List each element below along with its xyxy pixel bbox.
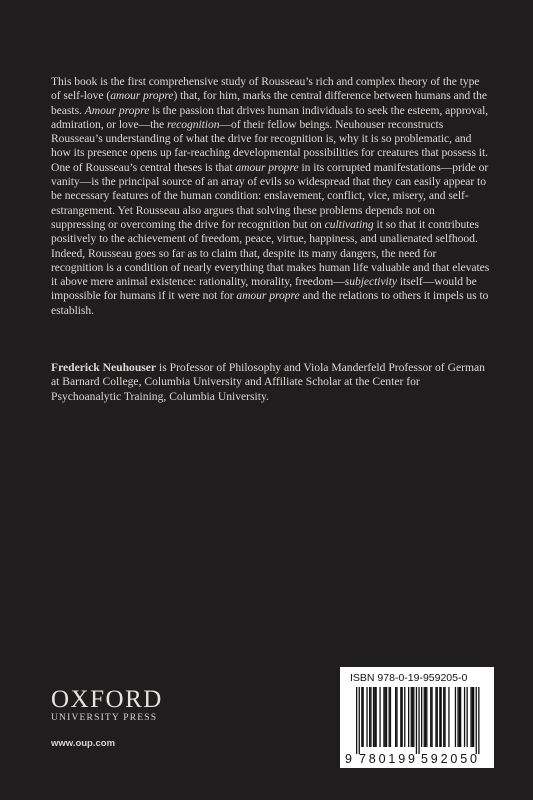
- barcode-bar: [426, 687, 427, 747]
- barcode-bar: [425, 687, 426, 747]
- barcode-left-digits: 780199: [359, 752, 415, 766]
- barcode-bar: [402, 687, 403, 747]
- barcode-bar: [416, 687, 417, 754]
- barcode-bar: [404, 687, 405, 747]
- description-text: itself—would be impossible for humans if it were not for: [51, 275, 477, 303]
- barcode-bar: [379, 687, 380, 747]
- barcode-bar: [467, 687, 468, 747]
- barcode-bar: [356, 687, 357, 754]
- author-bio-text: is Professor of Philosophy and Viola Manderfeld Professor of German at Barnard College, Columbia University and Affiliate Scholar at the Center for Psychoanalytic Training, Columbia University.: [51, 361, 485, 403]
- barcode-bar: [359, 687, 360, 754]
- publisher-logo-main: OXFORD: [51, 686, 163, 713]
- barcode-bar: [411, 687, 412, 747]
- barcode-bar: [476, 687, 477, 754]
- description-emphasis: Amour propre: [84, 103, 150, 117]
- description-emphasis: amour propre: [110, 89, 174, 103]
- barcode-bar: [366, 687, 367, 747]
- barcode-bar: [361, 687, 362, 747]
- publisher-logo-sub: UNIVERSITY PRESS: [51, 713, 158, 723]
- description-text: —of their fellow beings. Neuhouser reconstructs Rousseau’s understanding of what the drive for recognition is, why it is so problematic, and how its presence opens up far-reaching developmental possibilities for creatures that possess it. One of Rousseau’s central theses is that: [51, 117, 488, 174]
- barcode-bar: [459, 687, 460, 747]
- description-emphasis: subjectivity: [344, 275, 397, 289]
- barcode-bar: [435, 687, 436, 747]
- barcode-bar: [443, 687, 444, 747]
- description-text: This book is the first comprehensive study of Rousseau’s rich and complex theory of the type of self-love (: [51, 75, 480, 103]
- barcode-bar: [376, 687, 377, 747]
- barcode-bar: [455, 687, 456, 747]
- barcode-bar: [370, 687, 371, 747]
- description-emphasis: amour propre: [236, 289, 300, 303]
- description-text: ) that, for him, marks the central difference between humans and the beasts.: [51, 89, 487, 117]
- barcode-bar: [396, 687, 397, 747]
- barcode-bar: [424, 687, 425, 747]
- barcode-bar: [383, 687, 384, 747]
- book-description: [51, 75, 491, 318]
- barcode-bar: [395, 687, 396, 747]
- barcode-bar: [413, 687, 414, 747]
- publisher-logo: [51, 688, 191, 723]
- barcode-bar: [430, 687, 431, 747]
- barcode-bar: [390, 687, 391, 747]
- barcode-bar: [439, 687, 440, 747]
- barcode-bar: [386, 687, 387, 747]
- barcode-bar: [441, 687, 442, 747]
- barcode-bar: [444, 687, 445, 747]
- barcode-bar: [374, 687, 375, 747]
- author-name: Frederick Neuhouser: [51, 361, 157, 374]
- barcode-bar: [363, 687, 364, 747]
- isbn-label: ISBN 978-0-19-959205-0: [350, 672, 468, 684]
- barcode-bar: [460, 687, 461, 747]
- barcode-bar: [412, 687, 413, 747]
- description-text: and the relations to others it impels us to establish.: [51, 289, 489, 317]
- barcode-bar: [369, 687, 370, 747]
- barcode-bar: [473, 687, 474, 747]
- barcode-bar: [421, 687, 422, 747]
- barcode-bar: [418, 687, 419, 754]
- publisher-url[interactable]: www.oup.com: [51, 738, 116, 749]
- barcode-bar: [431, 687, 432, 747]
- description-text: is the passion that drives human individuals to seek the esteem, approval, admiration, or love—the: [51, 103, 489, 131]
- barcode-bar: [437, 687, 438, 747]
- barcode-bar: [478, 687, 479, 754]
- barcode-bar: [400, 687, 401, 747]
- barcode-bar: [408, 687, 409, 747]
- barcode-bar: [385, 687, 386, 747]
- barcode-graphic: [340, 667, 494, 768]
- description-emphasis: recognition: [167, 117, 220, 131]
- barcode-bar: [373, 687, 374, 747]
- barcode-bar: [472, 687, 473, 747]
- description-text: in its corrupted manifestations—pride or vanity—is the principal source of an array of evils so widespread that they can easily appear to be necessary features of the human condition: enslavement, conflict, vice, misery, and self-estrangement. Yet Rousseau also argues that solving these problems depends not on suppressing or overcoming the drive for recognition but on: [51, 160, 489, 231]
- author-bio: [51, 361, 491, 404]
- isbn-barcode: [340, 667, 494, 768]
- barcode-bar: [470, 687, 471, 747]
- barcode-bar: [389, 687, 390, 747]
- barcode-right-digits: 592050: [421, 752, 477, 766]
- description-emphasis: cultivating: [324, 217, 374, 231]
- description-text: it so that it contributes positively to the achievement of freedom, peace, virtue, happiness, and unalienated selfhood. Indeed, Rousseau goes so far as to claim that, despite its many dangers, the need for recognition is a condition of nearly everything that makes human life valuable and that elevates it above mere animal existence: rationality, morality, freedom—: [51, 217, 490, 289]
- barcode-bar: [448, 687, 449, 747]
- barcode-bar: [464, 687, 465, 747]
- barcode-bar: [457, 687, 458, 747]
- description-emphasis: amour propre: [235, 160, 299, 174]
- barcode-lead-digit: 9: [345, 752, 352, 766]
